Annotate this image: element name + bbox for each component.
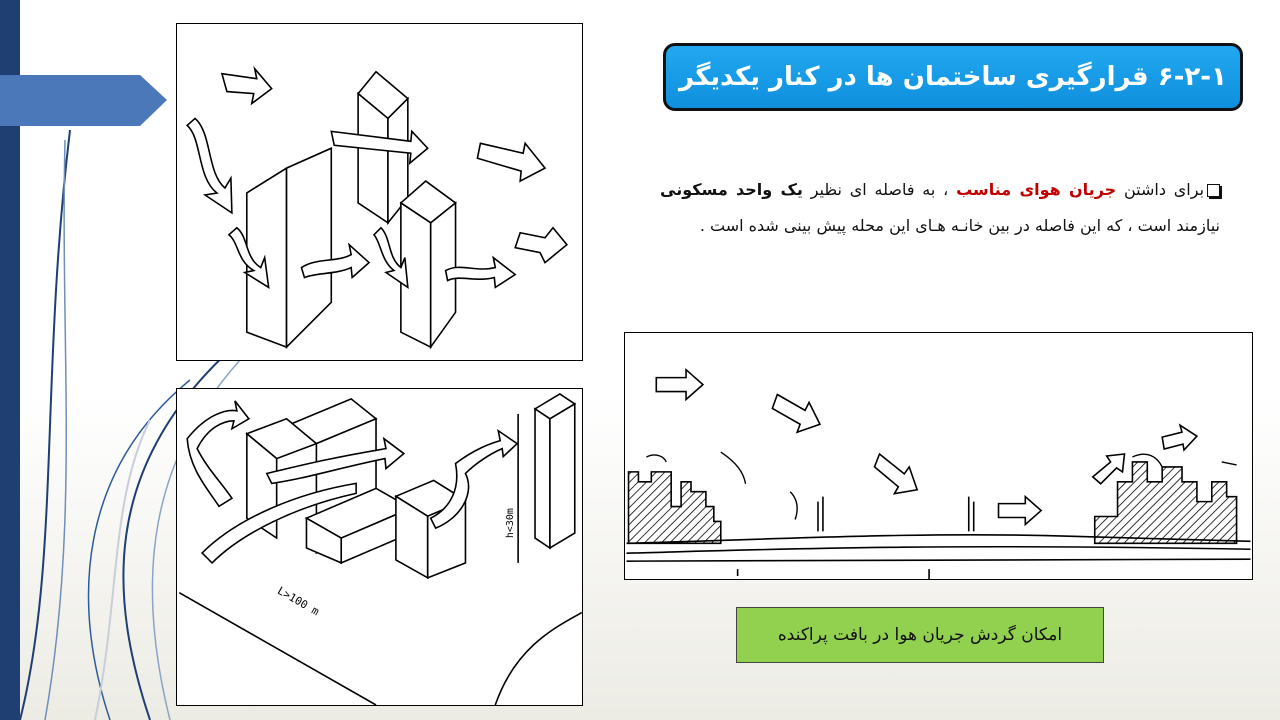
- body-paragraph: [660, 172, 1220, 244]
- body-text-3: نیازمند است ، که این فاصله در بین خانـه هـای این محله پیش بینی شده است .: [699, 216, 1220, 235]
- body-highlight-airflow: جریان هوای مناسب: [956, 180, 1117, 199]
- body-text-1: برای داشتن: [1116, 180, 1205, 199]
- slide-title: ۶-۲-۱ قرارگیری ساختمان ها در کنار یکدیگر: [679, 62, 1227, 92]
- height-label: h<30m: [505, 508, 517, 539]
- sketch-tall-buildings: [176, 23, 583, 361]
- length-label: L>100 m: [275, 584, 322, 619]
- body-text-2: ، به فاصله ای نظیر: [802, 180, 957, 199]
- checkbox-bullet-icon: [1207, 184, 1220, 197]
- tall-buildings-drawing: [177, 24, 582, 360]
- skyline-section-drawing: [625, 333, 1252, 579]
- sketch-skyline-section: [624, 332, 1253, 580]
- low-buildings-drawing: [177, 389, 582, 705]
- caption-text: امکان گردش جریان هوا در بافت پراکنده: [777, 625, 1063, 645]
- body-bold-unit: یک واحد مسکونی: [660, 180, 803, 199]
- title-box: [663, 43, 1243, 111]
- caption-box: [736, 607, 1104, 663]
- sketch-low-buildings: [176, 388, 583, 706]
